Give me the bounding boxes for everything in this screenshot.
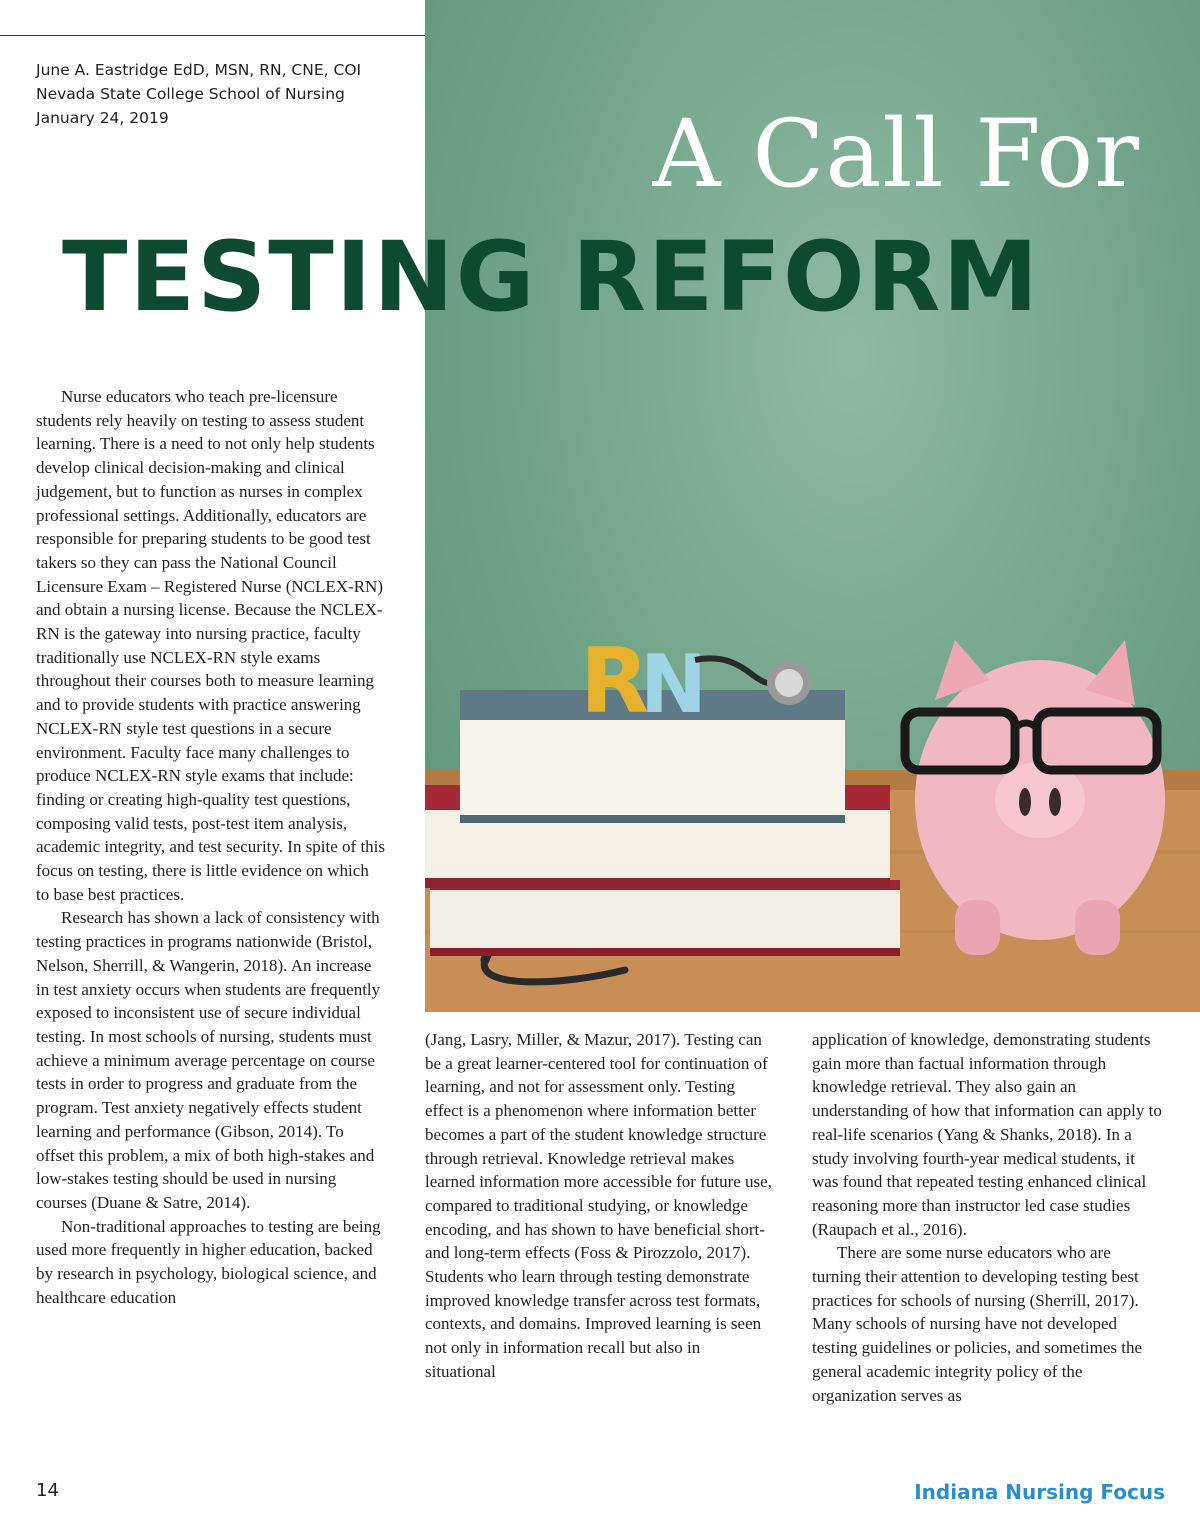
title-line-1: A Call For <box>652 100 1140 209</box>
paragraph: application of knowledge, demonstrating students gain more than factual information through knowledge retrieval. They also gain an understanding of how that information can apply to real-life scenarios (Yang & Shanks, 2018). In a study involving fourth-year medical students, it was found that repeated testing enhanced clinical reasoning more than instructor led case studies (Raupach et al., 2016). <box>812 1030 1162 1239</box>
letter-r-block: R <box>580 629 650 734</box>
paragraph: Nurse educators who teach pre-licensure students rely heavily on testing to assess student learning. There is a need to not only help students develop clinical decision-making and clinical judgement, but to function as nurses in complex professional settings. Additionally, educators are responsible for preparing students to be good test takers so they can pass the National Council Licensure Exam – Registered Nurse (NCLEX-RN) and obtain a nursing license. Because the NCLEX-RN is the gateway into nursing practice, faculty traditionally use NCLEX-RN style exams throughout their courses both to measure learning and to provide students with practice answering NCLEX-RN style test questions in a secure environment. Faculty face many challenges to produce NCLEX-RN style exams that include: finding or creating high-quality test questions, composing valid tests, post-test item analysis, academic integrity, and test security. In spite of this focus on testing, there is little evidence on which to base best practices. <box>36 387 386 904</box>
magazine-name: Indiana Nursing Focus <box>914 1480 1165 1504</box>
letter-n-block: N <box>640 638 707 731</box>
paragraph: Non-traditional approaches to testing are being used more frequently in higher education, backed by research in psychology, biological science, and healthcare education <box>36 1216 381 1307</box>
rn-blocks-icon <box>580 629 707 734</box>
page-number: 14 <box>36 1480 59 1501</box>
author: June A. Eastridge EdD, MSN, RN, CNE, COI <box>36 61 362 79</box>
top-rule <box>0 35 425 36</box>
article-column-2 <box>425 1028 775 1384</box>
paragraph: There are some nurse educators who are turning their attention to developing testing best practices for schools of nursing (Sherrill, 2017). Many schools of nursing have not developed testing guidelines or policies, and sometimes the general academic integrity policy of the organization serves as <box>812 1243 1143 1405</box>
institution: Nevada State College School of Nursing <box>36 85 345 103</box>
article-column-3 <box>812 1028 1162 1407</box>
date: January 24, 2019 <box>36 109 169 127</box>
paragraph: (Jang, Lasry, Miller, & Mazur, 2017). Testing can be a great learner-centered tool for continuation of learning, and not for assessment only. Testing effect is a phenomenon where information better becomes a part of the student knowledge structure through retrieval. Knowledge retrieval makes learned information more accessible for future use, compared to traditional studying, or knowledge encoding, and has shown to have beneficial short- and long-term effects (Foss & Pirozzolo, 2017). Students who learn through testing demonstrate improved knowledge transfer across test formats, contexts, and domains. Improved learning is seen not only in information recall but also in situational <box>425 1030 772 1381</box>
paragraph: Research has shown a lack of consistency with testing practices in programs nationwide (Bristol, Nelson, Sherrill, & Wangerin, 2018). An increase in test anxiety occurs when students are frequently exposed to inconsistent use of secure individual testing. In most schools of nursing, students must achieve a minimum average percentage on course tests in order to progress and graduate from the program. Test anxiety negatively effects student learning and performance (Gibson, 2014). To offset this problem, a mix of both high-stakes and low-stakes testing should be used in nursing courses (Duane & Satre, 2014). <box>36 908 381 1212</box>
title-line-2: TESTING REFORM <box>62 221 1041 333</box>
article-column-1 <box>36 385 386 1309</box>
